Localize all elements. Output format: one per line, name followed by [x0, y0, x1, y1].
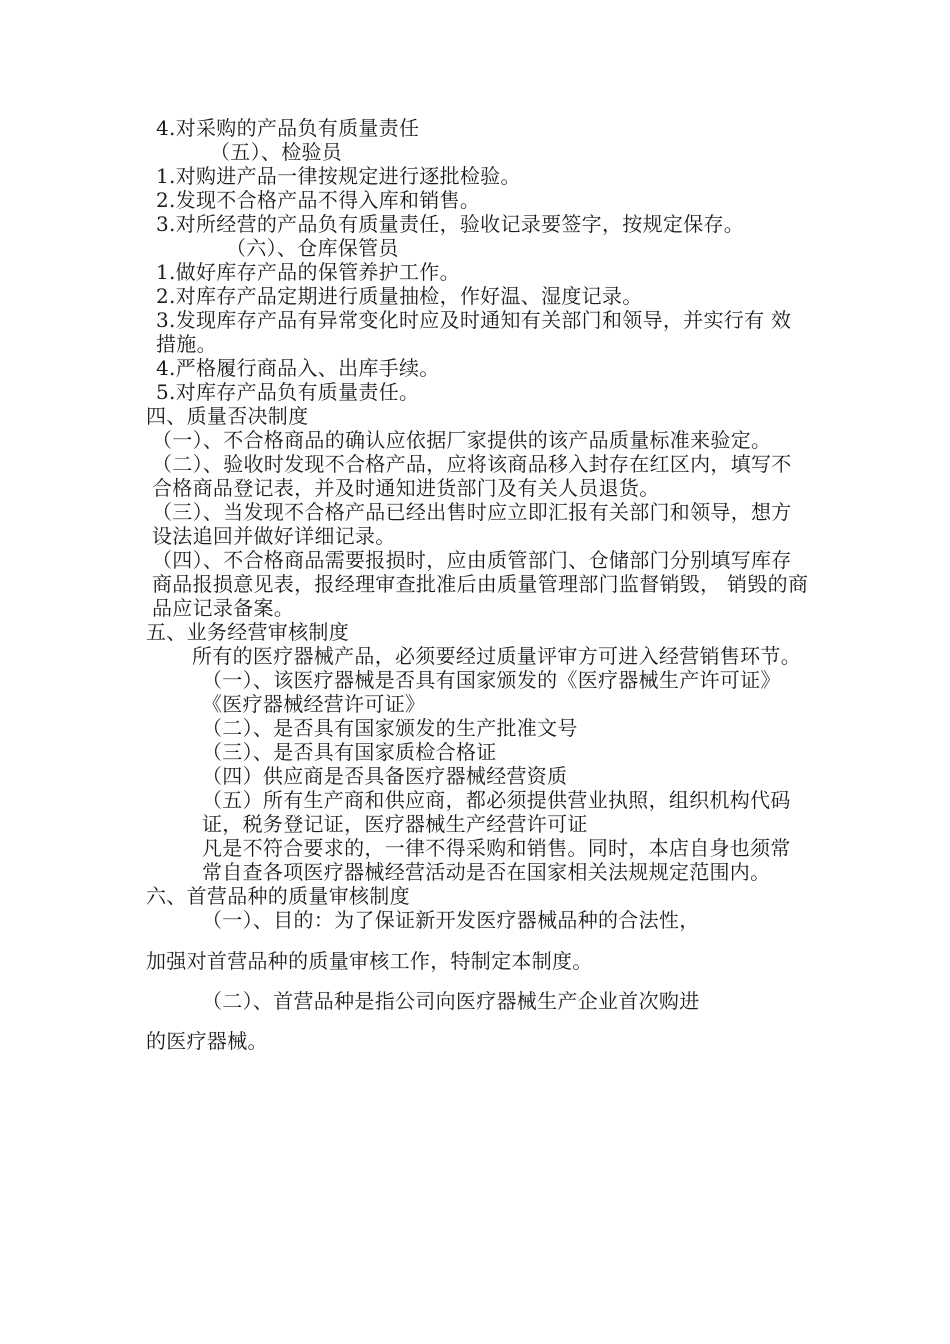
business-review-conclusion: 凡是不符合要求的，一律不得采购和销售。同时，本店自身也须常常自查各项医疗器械经营活动是否在国家相关法规规定范围内。: [202, 836, 791, 884]
business-review-item-4: （四）供应商是否具备医疗器械经营资质: [202, 764, 568, 788]
veto-item-1: （一）、不合格商品的确认应依据厂家提供的该产品质量标准来验定。: [152, 428, 772, 452]
clause-3-inspector: 3.对所经营的产品负有质量责任，验收记录要签字，按规定保存。: [156, 212, 745, 236]
clause-4-warehouse: 4.严格履行商品入、出库手续。: [156, 356, 440, 380]
first-variety-purpose-continued: 加强对首营品种的质量审核工作，特制定本制度。: [146, 949, 593, 973]
veto-item-3: （三）、当发现不合格产品已经出售时应立即汇报有关部门和领导，想方 设法追回并做好详细记录。: [152, 500, 792, 548]
first-variety-purpose: （一）、目的：为了保证新开发医疗器械品种的合法性，: [202, 908, 700, 932]
clause-1-warehouse: 1.做好库存产品的保管养护工作。: [156, 260, 460, 284]
section-heading-warehouse-keeper: （六）、仓库保管员: [226, 236, 399, 260]
business-review-intro: 所有的医疗器械产品，必须要经过质量评审方可进入经营销售环节。: [192, 644, 801, 668]
first-variety-definition-continued: 的医疗器械。: [146, 1029, 268, 1053]
clause-5-warehouse: 5.对库存产品负有质量责任。: [156, 380, 420, 404]
clause-4-purchaser: 4.对采购的产品负有质量责任: [156, 116, 420, 140]
chapter-heading-quality-veto: 四、质量否决制度: [146, 404, 309, 428]
business-review-item-2: （二）、是否具有国家颁发的生产批准文号: [202, 716, 578, 740]
veto-item-4: （四）、不合格商品需要报损时，应由质管部门、仓储部门分别填写库存 商品报损意见表，报经理审查批准后由质量管理部门监督销毁， 销毁的商品应记录备案。: [152, 548, 809, 620]
chapter-heading-first-variety-review: 六、首营品种的质量审核制度: [146, 884, 410, 908]
section-heading-inspector: （五）、检验员: [210, 140, 343, 164]
business-review-item-5: （五）所有生产商和供应商，都必须提供营业执照，组织机构代码证，税务登记证，医疗器械生产经营许可证: [202, 788, 791, 836]
first-variety-definition: （二）、首营品种是指公司向医疗器械生产企业首次购进: [202, 989, 700, 1013]
document-body: [146, 116, 810, 1054]
business-review-item-1: （一）、该医疗器械是否具有国家颁发的《医疗器械生产许可证》《医疗器械经营许可证》: [202, 668, 781, 716]
business-review-item-3: （三）、是否具有国家质检合格证: [202, 740, 497, 764]
chapter-heading-business-review: 五、业务经营审核制度: [146, 620, 349, 644]
veto-item-2: （二）、验收时发现不合格产品，应将该商品移入封存在红区内，填写不 合格商品登记表，并及时通知进货部门及有关人员退货。: [152, 452, 792, 500]
clause-1-inspector: 1.对购进产品一律按规定进行逐批检验。: [156, 164, 521, 188]
clause-2-warehouse: 2.对库存产品定期进行质量抽检，作好温、湿度记录。: [156, 284, 643, 308]
clause-2-inspector: 2.发现不合格产品不得入库和销售。: [156, 188, 481, 212]
clause-3-warehouse: 3.发现库存产品有异常变化时应及时通知有关部门和领导，并实行有 效措施。: [156, 308, 792, 356]
